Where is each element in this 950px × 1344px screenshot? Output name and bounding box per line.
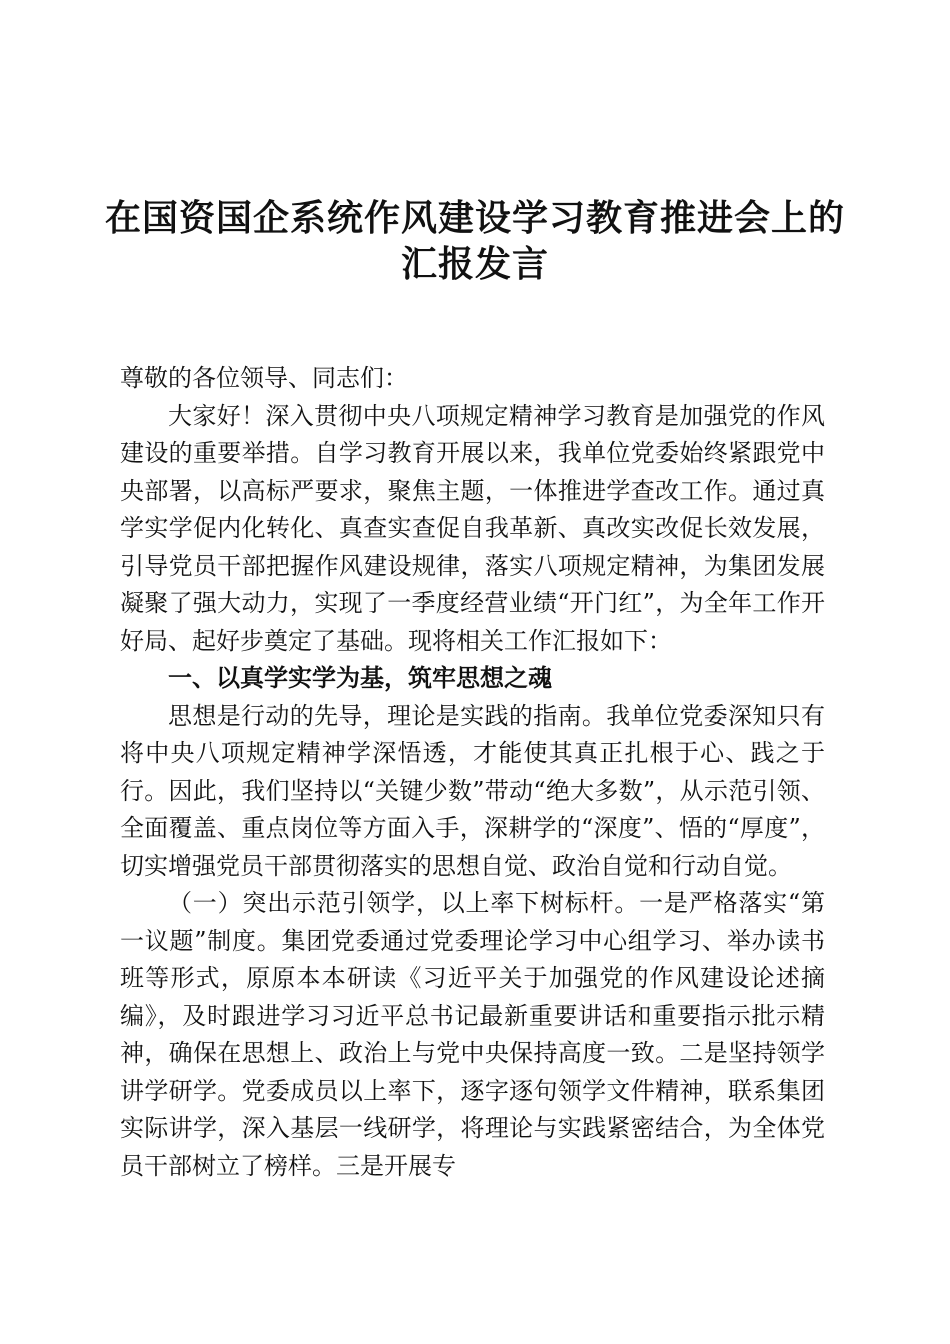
greeting: 尊敬的各位领导、同志们：	[120, 364, 408, 392]
document-body	[120, 360, 825, 1185]
subsection-1-paragraph: （一）突出示范引领学，以上率下树标杆。一是严格落实“第一议题”制度。集团党委通过党委理论学习中心组学习、举办读书班等形式，原原本本研读《习近平关于加强党的作风建设论述摘编》，及时跟进学习习近平总书记最新重要讲话和重要指示批示精神，确保在思想上、政治上与党中央保持高度一致。二是坚持领学讲学研学。党委成员以上率下，逐字逐句领学文件精神，联系集团实际讲学，深入基层一线研学，将理论与实践紧密结合，为全体党员干部树立了榜样。三是开展专	[120, 889, 825, 1180]
document-title-line-1: 在国资国企系统作风建设学习教育推进会上的	[104, 197, 845, 239]
section-heading-1: 一、以真学实学为基，筑牢思想之魂	[168, 664, 552, 692]
section-1-paragraph: 思想是行动的先导，理论是实践的指南。我单位党委深知只有将中央八项规定精神学深悟透，才能使其真正扎根于心、践之于行。因此，我们坚持以“关键少数”带动“绝大多数”，从示范引领、全面覆盖、重点岗位等方面入手，深耕学的“深度”、悟的“厚度”，切实增强党员干部贯彻落实的思想自觉、政治自觉和行动自觉。	[120, 701, 825, 880]
intro-paragraph: 大家好！深入贯彻中央八项规定精神学习教育是加强党的作风建设的重要举措。自学习教育开展以来，我单位党委始终紧跟党中央部署，以高标严要求，聚焦主题，一体推进学查改工作。通过真学实学促内化转化、真查实查促自我革新、真改实改促长效发展，引导党员干部把握作风建设规律，落实八项规定精神，为集团发展凝聚了强大动力，实现了一季度经营业绩“开门红”，为全年工作开好局、起好步奠定了基础。现将相关工作汇报如下：	[120, 401, 825, 655]
document-title-line-2: 汇报发言	[400, 243, 549, 285]
